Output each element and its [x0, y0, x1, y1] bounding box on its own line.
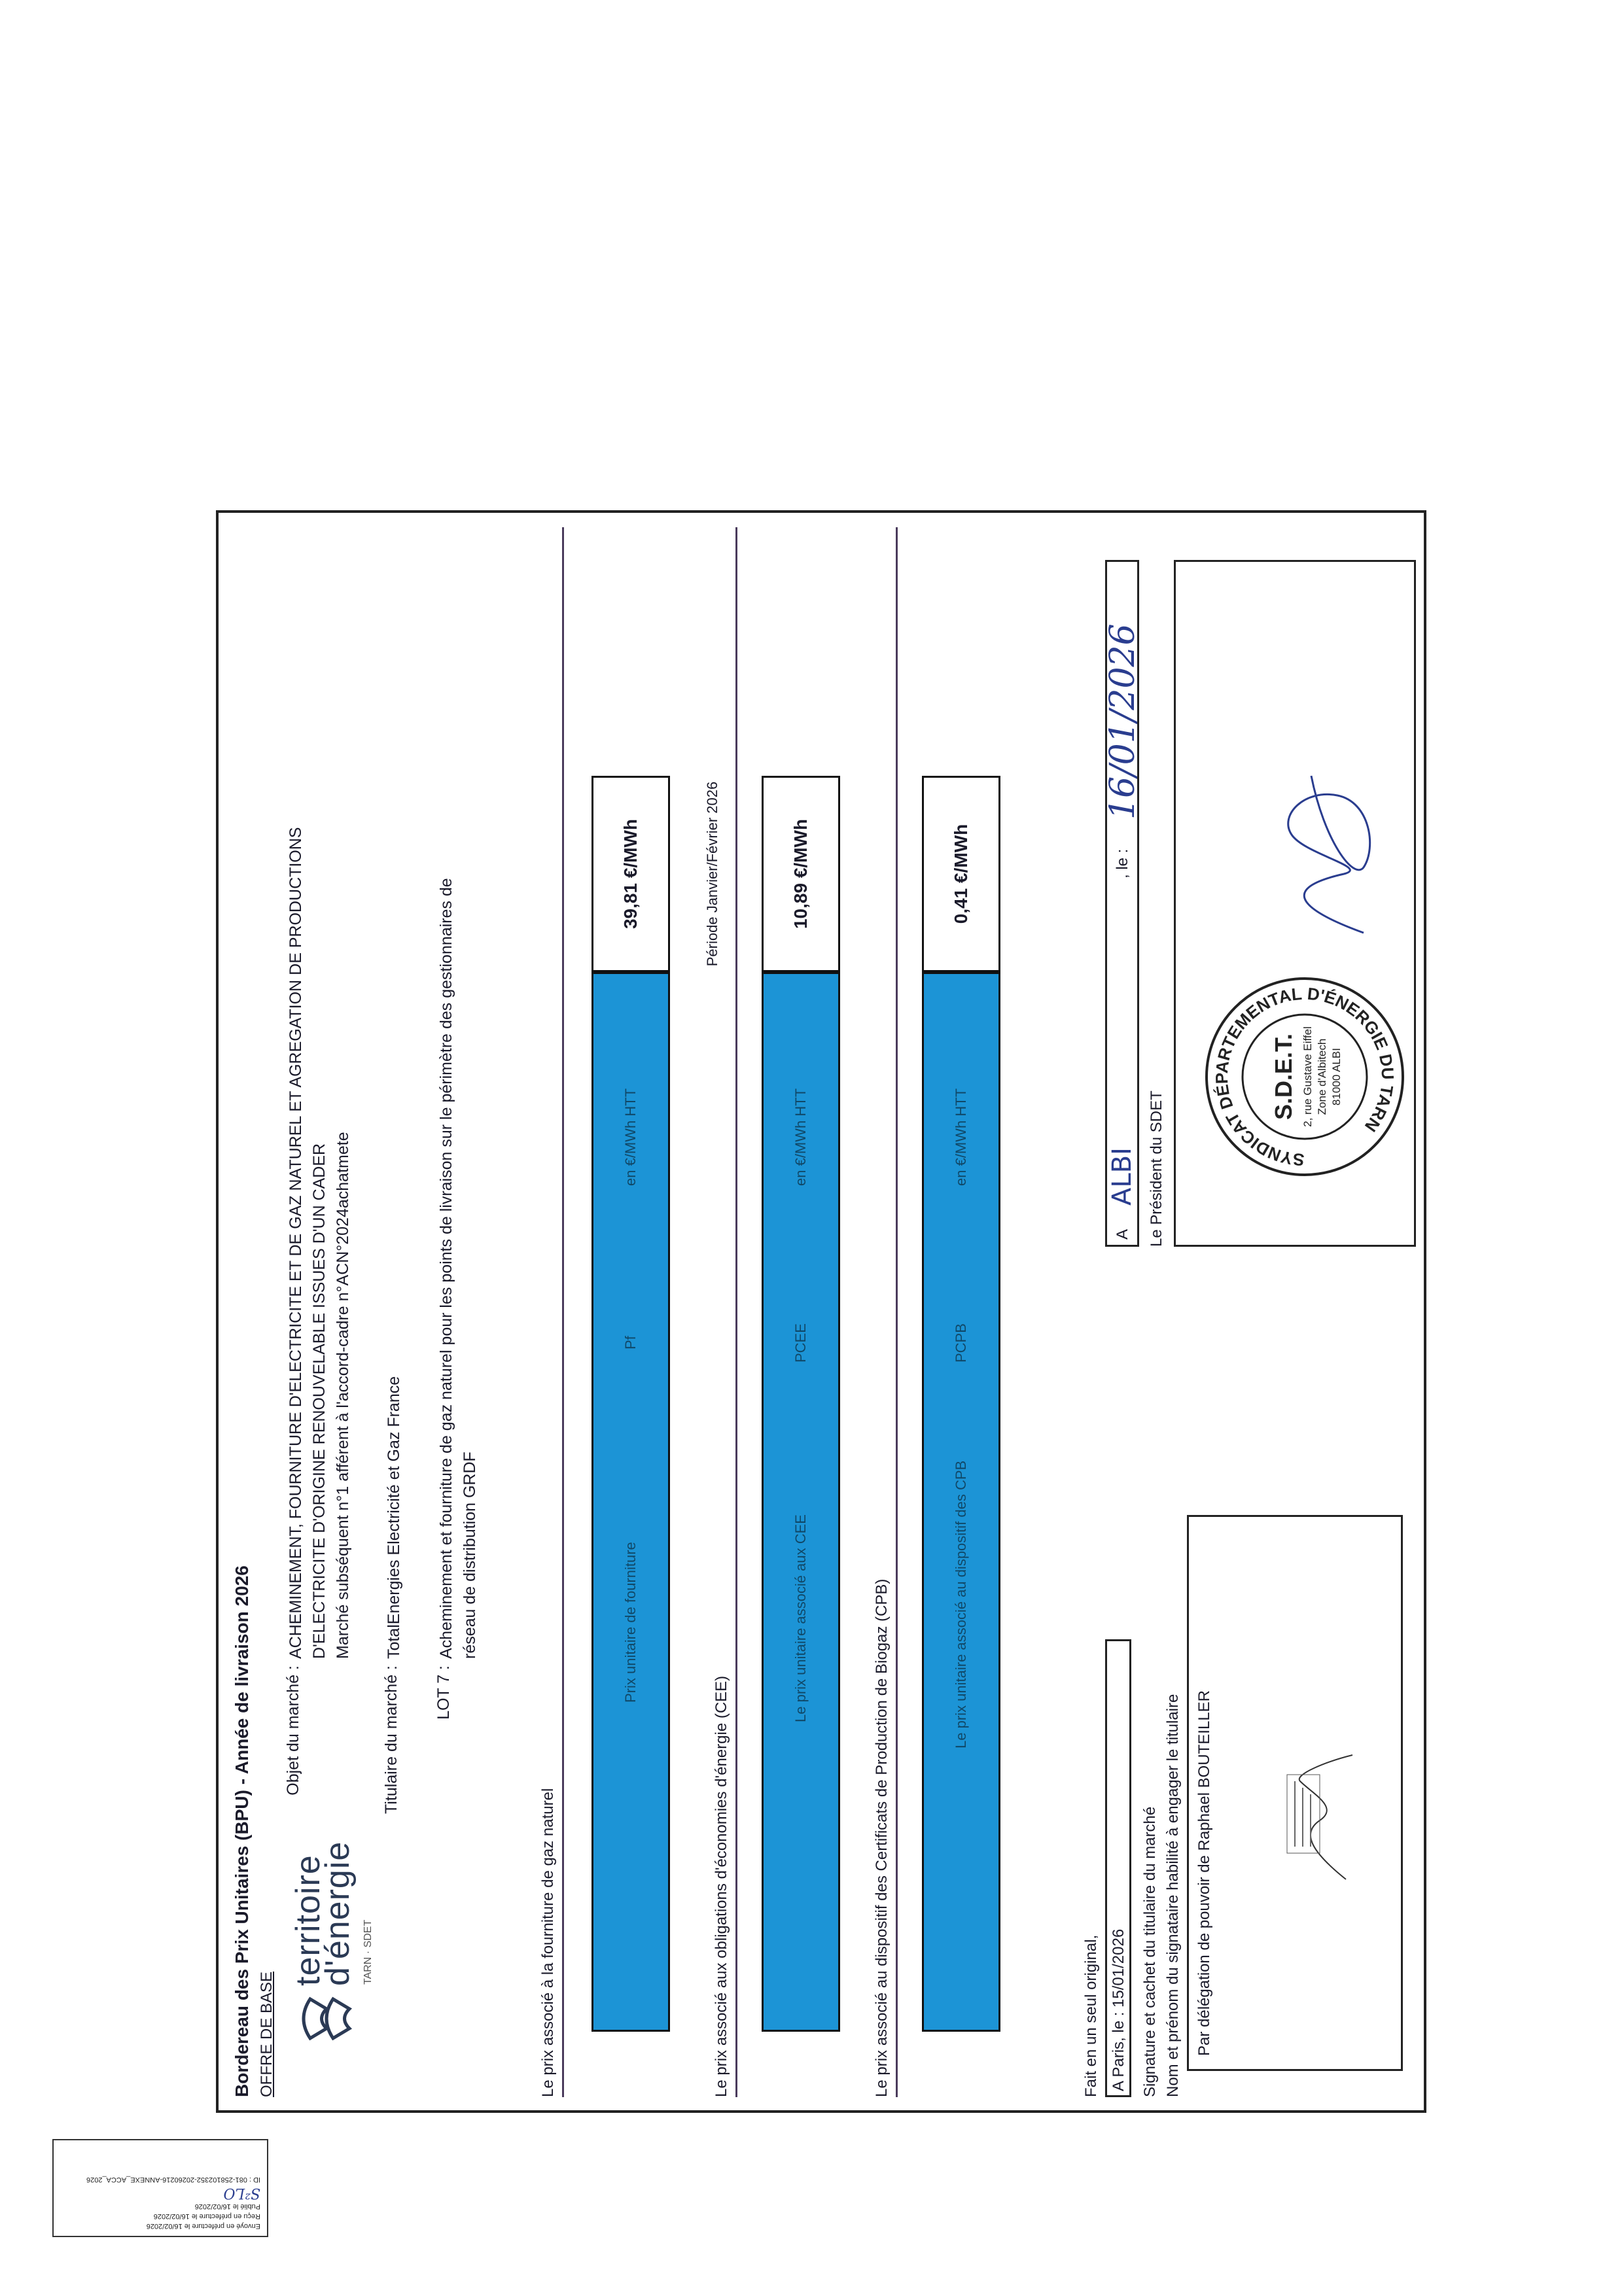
sdet-stamp-icon: [1200, 972, 1409, 1181]
logo-word-energie: d'énergie: [319, 1841, 357, 1986]
object-line: D'ELECTRICITE D'ORIGINE RENOUVELABLE ISSUES D'UN CADER: [310, 1143, 328, 1659]
receipt-id: ID : 081-258102352-20260216-ANNEXE_ACCA_2026: [86, 2176, 260, 2183]
territoire-energie-logo: [289, 1809, 374, 2045]
place-date-box-right: [1103, 560, 1142, 1247]
signatory-caption: Nom et prénom du signataire habilité à engager le titulaire: [1164, 1694, 1182, 2097]
item-unit: en €/MWh HTT: [953, 1088, 969, 1186]
section-label-cee: Le prix associé aux obligations d'économies d'énergie (CEE): [713, 1675, 730, 2097]
object-line: ACHEMINEMENT, FOURNITURE D'ELECTRICITE ET DE GAZ NATUREL ET AGREGATION DE PRODUCTIONS: [287, 827, 305, 1659]
item-label: Le prix unitaire associé aux CEE: [792, 1514, 809, 1722]
item-unit: en €/MWh HTT: [622, 1088, 639, 1186]
object-line: Marché subséquent n°1 afférent à l'accord-cadre n°ACN°2024achatmete: [334, 1132, 352, 1659]
stamp-addr3: 81000 ALBI: [1330, 1048, 1343, 1105]
delegation-note: Par délégation de pouvoir de Raphael BOUTEILLER: [1195, 1690, 1213, 2056]
section-rule: [896, 527, 898, 2097]
signature-box-left: [1187, 1515, 1403, 2071]
logo-word-territoire: territoire: [289, 1854, 327, 1986]
stamp-addr1: 2, rue Gustave Eiffel: [1301, 1026, 1314, 1127]
receipt-sent: Envoyé en préfecture le 16/02/2026: [146, 2222, 260, 2230]
item-symbol: PCPB: [953, 1323, 969, 1363]
bpu-sheet: [216, 510, 1426, 2113]
receipt-received: Reçu en préfecture le 16/02/2026: [153, 2212, 260, 2220]
stamp-name: S.D.E.T.: [1270, 1033, 1297, 1121]
price-row-cee: [762, 972, 840, 2032]
original-note: Fait en un seul original,: [1082, 1934, 1100, 2097]
price-value-cee: 10,89 €/MWh: [762, 776, 840, 972]
titulaire-signature-icon: [1274, 1748, 1372, 1892]
date-handwritten: 16/01/2026: [1103, 623, 1142, 820]
price-row-fourniture: [591, 972, 670, 2032]
receipt-mark: S²LO: [223, 2185, 260, 2201]
section-label-fourniture: Le prix associé à la fourniture de gaz naturel: [539, 1788, 557, 2097]
holder-label: Titulaire du marché :: [382, 1665, 400, 1814]
section-label-cpb: Le prix associé au dispositif des Certificats de Production de Biogaz (CPB): [873, 1578, 891, 2097]
holder-value: TotalEnergies Electricité et Gaz France: [385, 1376, 403, 1659]
lot-label: LOT 7 :: [434, 1665, 453, 1720]
date-label: , le :: [1114, 848, 1131, 878]
stamp-ring-text: SYNDICAT DÉPARTEMENTAL D'ÉNERGIE DU TARN: [1211, 983, 1398, 1170]
place-date-box: A Paris, le : 15/01/2026: [1105, 1639, 1131, 2097]
period-note: Période Janvier/Février 2026: [704, 781, 720, 967]
item-label: Le prix unitaire associé au dispositif des CPB: [953, 1460, 969, 1748]
logo-sub: TARN · SDET: [362, 1919, 374, 1985]
item-symbol: Pf: [622, 1336, 639, 1349]
place-handwritten: ALBI: [1107, 1147, 1137, 1206]
price-value-fourniture: 39,81 €/MWh: [591, 776, 670, 972]
document-title: Bordereau des Prix Unitaires (BPU) - Année de livraison 2026: [232, 1565, 252, 2097]
lot-line: réseau de distribution GRDF: [461, 1452, 479, 1659]
place-prefix: A: [1114, 1228, 1131, 1240]
item-label: Prix unitaire de fourniture: [622, 1542, 639, 1703]
prefecture-receipt-stamp: [52, 2139, 268, 2237]
document-subtitle: OFFRE DE BASE: [258, 1971, 275, 2097]
section-rule: [735, 527, 737, 2097]
object-label: Objet du marché :: [284, 1665, 302, 1796]
receipt-published: Publié le 16/02/2026: [194, 2202, 260, 2210]
logo-mark-icon: [297, 1992, 362, 2045]
lot-line: Acheminement et fourniture de gaz naturel pour les points de livraison sur le périmètre des gestionnaires de: [437, 878, 455, 1659]
object-value: [284, 678, 355, 1659]
president-signature-icon: [1265, 750, 1396, 946]
item-unit: en €/MWh HTT: [792, 1088, 809, 1186]
president-caption: Le Président du SDET: [1148, 1090, 1165, 1247]
price-row-cpb: [922, 972, 1000, 2032]
section-rule: [562, 527, 564, 2097]
lot-value: [434, 678, 482, 1659]
item-symbol: PCEE: [792, 1323, 809, 1363]
price-value-cpb: 0,41 €/MWh: [922, 776, 1000, 972]
stamp-addr2: Zone d'Albitech: [1316, 1038, 1328, 1115]
signature-caption: Signature et cachet du titulaire du marché: [1141, 1806, 1159, 2097]
